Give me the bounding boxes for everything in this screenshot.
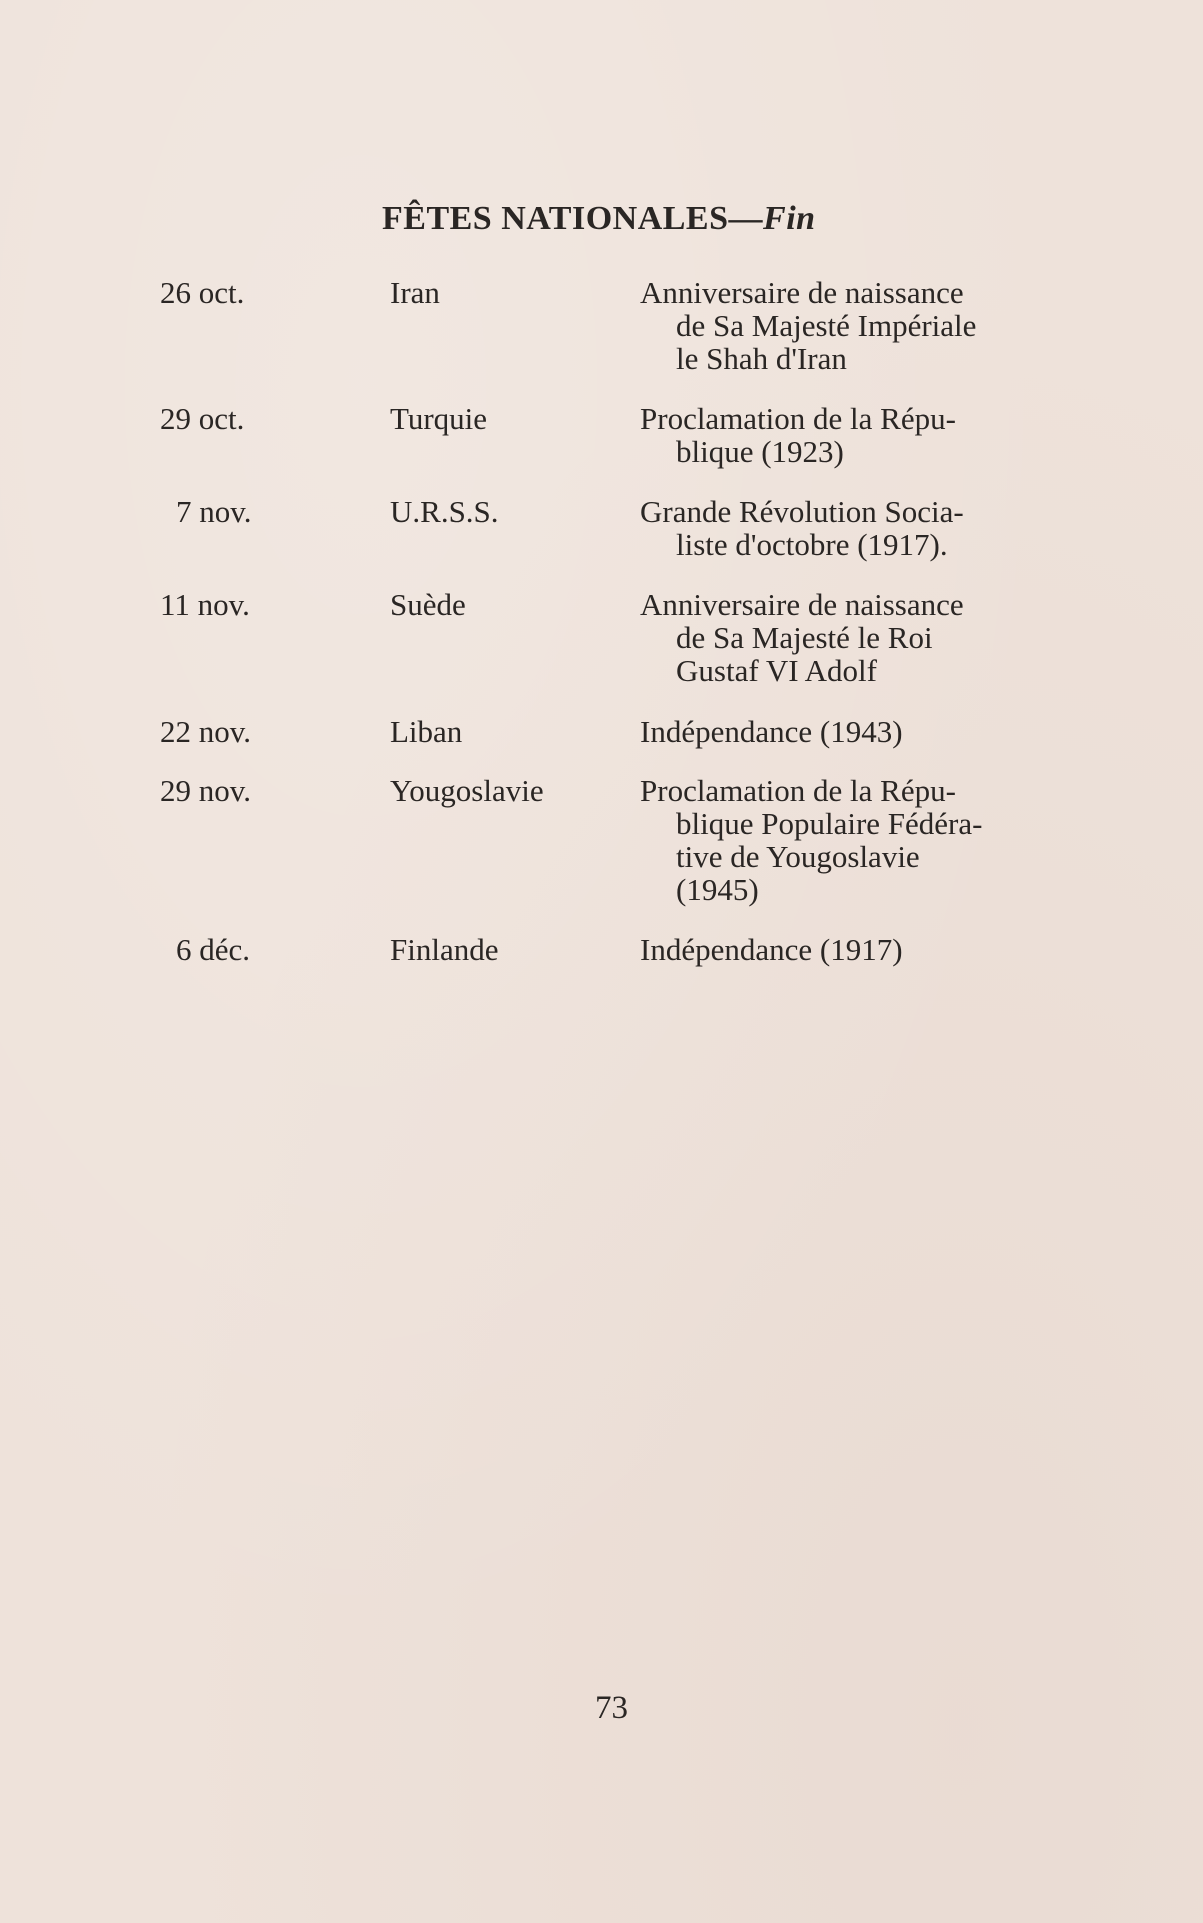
description-line: de Sa Majesté Impériale [676, 308, 977, 343]
description-line: liste d'octobre (1917). [676, 527, 948, 562]
entry-date: 29 oct. [160, 401, 245, 436]
entry-country: Yougoslavie [390, 773, 544, 808]
entry-date: 7 nov. [176, 494, 252, 529]
entry-description [640, 588, 1070, 687]
description-line: Grande Révolution Socia- [640, 494, 964, 529]
entry-country: Suède [390, 587, 466, 622]
title-main: FÊTES NATIONALES— [382, 200, 764, 237]
entry-country: Finlande [390, 932, 499, 967]
entry-description [640, 402, 1070, 468]
entry-description [640, 933, 1070, 966]
entry-date: 22 nov. [160, 714, 251, 749]
description-line: tive de Yougoslavie [676, 839, 920, 874]
description-line: Proclamation de la Répu- [640, 773, 956, 808]
description-line: Gustaf VI Adolf [676, 653, 877, 688]
entry-description [640, 774, 1070, 906]
description-line: Indépendance (1917) [640, 932, 903, 967]
entry-country: Liban [390, 714, 463, 749]
description-line: le Shah d'Iran [676, 341, 847, 376]
page-number: 73 [595, 1690, 628, 1726]
entry-description [640, 495, 1070, 561]
entry-description [640, 715, 1070, 748]
description-line: blique (1923) [676, 434, 844, 469]
description-line: Indépendance (1943) [640, 714, 903, 749]
description-line: Anniversaire de naissance [640, 275, 964, 310]
description-line: (1945) [676, 872, 759, 907]
entry-country: Turquie [390, 401, 488, 436]
entry-date: 26 oct. [160, 275, 245, 310]
page-title [382, 200, 816, 238]
description-line: Proclamation de la Répu- [640, 401, 956, 436]
description-line: Anniversaire de naissance [640, 587, 964, 622]
entry-date: 29 nov. [160, 773, 251, 808]
entry-country: Iran [390, 275, 440, 310]
entry-description [640, 276, 1070, 375]
description-line: de Sa Majesté le Roi [676, 620, 933, 655]
entry-country: U.R.S.S. [390, 494, 499, 529]
title-suffix: Fin [763, 200, 816, 237]
entry-date: 11 nov. [160, 587, 250, 622]
entry-date: 6 déc. [176, 932, 251, 967]
description-line: blique Populaire Fédéra- [676, 806, 983, 841]
